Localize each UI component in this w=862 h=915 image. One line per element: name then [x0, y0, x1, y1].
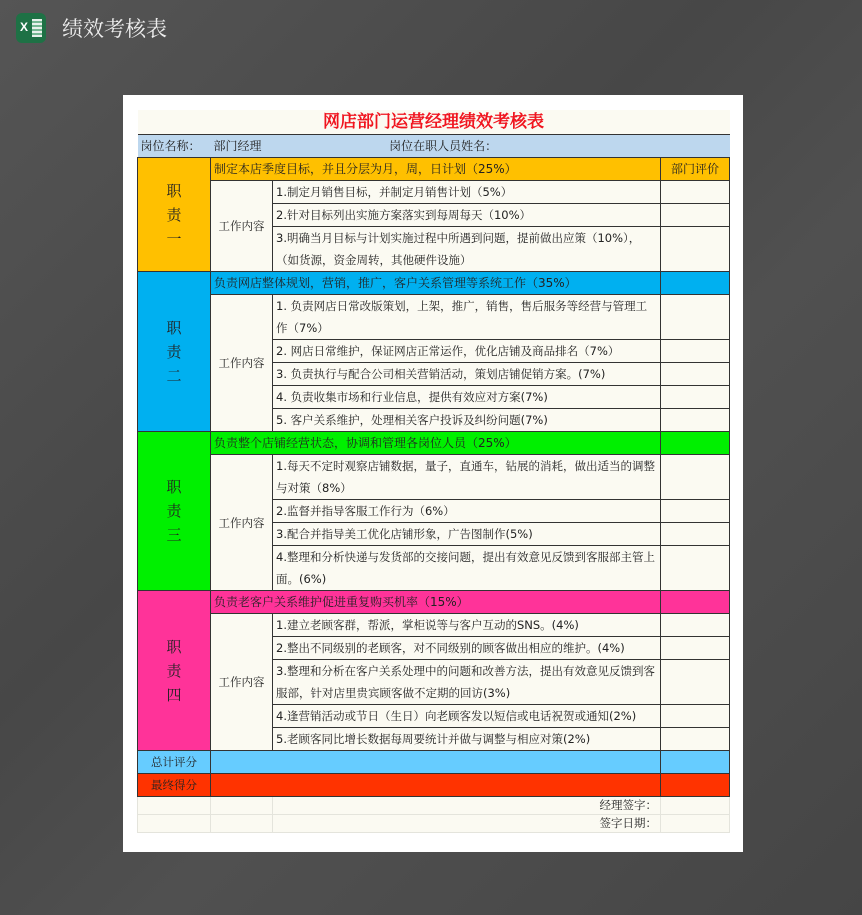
score-cell[interactable] [661, 637, 730, 660]
duty-label [138, 591, 211, 751]
task-item: 2.针对目标列出实施方案落实到每周每天（10%） [273, 204, 661, 227]
app-header [16, 13, 167, 43]
duty-label-char: 三 [166, 526, 182, 544]
position-info [211, 135, 730, 158]
task-item: 2. 网店日常维护，保证网店正常运作，优化店铺及商品排名（7%） [273, 340, 661, 363]
score-cell[interactable] [661, 409, 730, 432]
task-item: 5.老顾客同比增长数据每周要统计并做与调整与相应对策(2%) [273, 728, 661, 751]
position-label: 岗位名称： [138, 135, 211, 158]
manager-sign-label: 经理签字： [273, 797, 661, 815]
duty-label [138, 158, 211, 272]
sign-date-label: 签字日期： [273, 815, 661, 833]
score-cell[interactable] [661, 660, 730, 705]
total-score-cell[interactable] [211, 751, 661, 774]
score-cell[interactable] [661, 546, 730, 591]
duty-label-char: 二 [166, 366, 182, 385]
score-cell[interactable] [661, 728, 730, 751]
task-item: 5. 客户关系维护，处理相关客户投诉及纠纷问题(7%) [273, 409, 661, 432]
duty-label-char: 职 [166, 181, 182, 200]
task-row [138, 455, 730, 500]
duty-header-row [138, 158, 730, 181]
duty-label-char: 一 [166, 229, 182, 248]
score-cell[interactable] [661, 227, 730, 272]
task-row [138, 614, 730, 637]
score-cell[interactable] [661, 386, 730, 409]
empty-cell [211, 797, 273, 815]
task-row [138, 295, 730, 340]
duty-header: 负责老客户关系维护促进重复购买机率（15%） [211, 591, 661, 614]
excel-icon: X [16, 13, 46, 43]
manager-sign-cell[interactable] [661, 797, 730, 815]
task-item: 4. 负责收集市场和行业信息，提供有效应对方案(7%) [273, 386, 661, 409]
work-content-label: 工作内容 [211, 295, 273, 432]
empty-cell [211, 815, 273, 833]
work-content-label: 工作内容 [211, 614, 273, 751]
duty-label [138, 272, 211, 432]
duty-label-char: 职 [166, 318, 182, 337]
duty-header-row [138, 272, 730, 295]
task-item: 1. 负责网店日常改版策划，上架，推广，销售，售后服务等经营与管理工作（7%） [273, 295, 661, 340]
final-score-cell[interactable] [211, 774, 661, 797]
task-item: 1.建立老顾客群，帮派，掌柜说等与客户互动的SNS。(4%) [273, 614, 661, 637]
duty-label-char: 责 [166, 502, 182, 520]
task-item: 3.配合并指导美工优化店铺形象，广告图制作(5%) [273, 523, 661, 546]
task-item: 2.监督并指导客服工作行为（6%） [273, 500, 661, 523]
task-item: 3. 负责执行与配合公司相关营销活动，策划店铺促销方案。(7%) [273, 363, 661, 386]
duty-label-char: 四 [166, 685, 182, 704]
score-cell[interactable] [661, 455, 730, 500]
duty-eval-cell[interactable] [661, 591, 730, 614]
total-score-label: 总计评分 [138, 751, 211, 774]
duty-header-row [138, 591, 730, 614]
duty-eval-cell[interactable] [661, 272, 730, 295]
app-title: 绩效考核表 [62, 17, 167, 41]
score-cell[interactable] [661, 500, 730, 523]
dept-eval-header: 部门评价 [661, 158, 730, 181]
final-score-label: 最终得分 [138, 774, 211, 797]
task-item: 3.明确当月目标与计划实施过程中所遇到问题，提前做出应策（10%），（如货源，资金周转，其他硬件设施） [273, 227, 661, 272]
score-cell[interactable] [661, 295, 730, 340]
task-row [138, 181, 730, 204]
task-item: 4.整理和分析快递与发货部的交接问题，提出有效意见反馈到客服部主管上面。(6%) [273, 546, 661, 591]
empty-cell [138, 797, 211, 815]
duty-header-row [138, 432, 730, 455]
sheet-title: 网店部门运营经理绩效考核表 [138, 110, 730, 135]
position-value[interactable]: 部门经理 [213, 139, 262, 153]
score-cell[interactable] [661, 523, 730, 546]
score-cell[interactable] [661, 204, 730, 227]
duty-label-char: 职 [166, 637, 182, 656]
task-item: 2.整出不同级别的老顾客，对不同级别的顾客做出相应的维护。(4%) [273, 637, 661, 660]
sign-date-cell[interactable] [661, 815, 730, 833]
duty-header: 负责网店整体规划，营销，推广，客户关系管理等系统工作（35%） [211, 272, 661, 295]
work-content-label: 工作内容 [211, 181, 273, 272]
spreadsheet-page [123, 95, 743, 852]
score-cell[interactable] [661, 340, 730, 363]
final-eval-cell[interactable] [661, 774, 730, 797]
duty-header: 制定本店季度目标，并且分层为月，周，日计划（25%） [211, 158, 661, 181]
duty-label-char: 责 [166, 342, 182, 361]
duty-header: 负责整个店铺经营状态，协调和管理各岗位人员（25%） [211, 432, 661, 455]
duty-eval-cell[interactable] [661, 432, 730, 455]
empty-cell [138, 815, 211, 833]
score-cell[interactable] [661, 181, 730, 204]
duty-label [138, 432, 211, 591]
score-cell[interactable] [661, 705, 730, 728]
employee-label: 岗位在职人员姓名： [389, 139, 498, 153]
score-cell[interactable] [661, 614, 730, 637]
duty-label-char: 责 [166, 205, 182, 224]
duty-label-char: 职 [166, 478, 182, 496]
task-item: 3.整理和分析在客户关系处理中的问题和改善方法，提出有效意见反馈到客服部，针对店里贵宾顾客做不定期的回访(3%) [273, 660, 661, 705]
duty-label-char: 责 [166, 661, 182, 680]
performance-table [137, 110, 730, 833]
total-eval-cell[interactable] [661, 751, 730, 774]
task-item: 4.逢营销活动或节日（生日）向老顾客发以短信或电话祝贺或通知(2%) [273, 705, 661, 728]
score-cell[interactable] [661, 363, 730, 386]
task-item: 1.每天不定时观察店铺数据，量子，直通车，钻展的消耗，做出适当的调整与对策（8%） [273, 455, 661, 500]
task-item: 1.制定月销售目标，并制定月销售计划（5%） [273, 181, 661, 204]
work-content-label: 工作内容 [211, 455, 273, 591]
